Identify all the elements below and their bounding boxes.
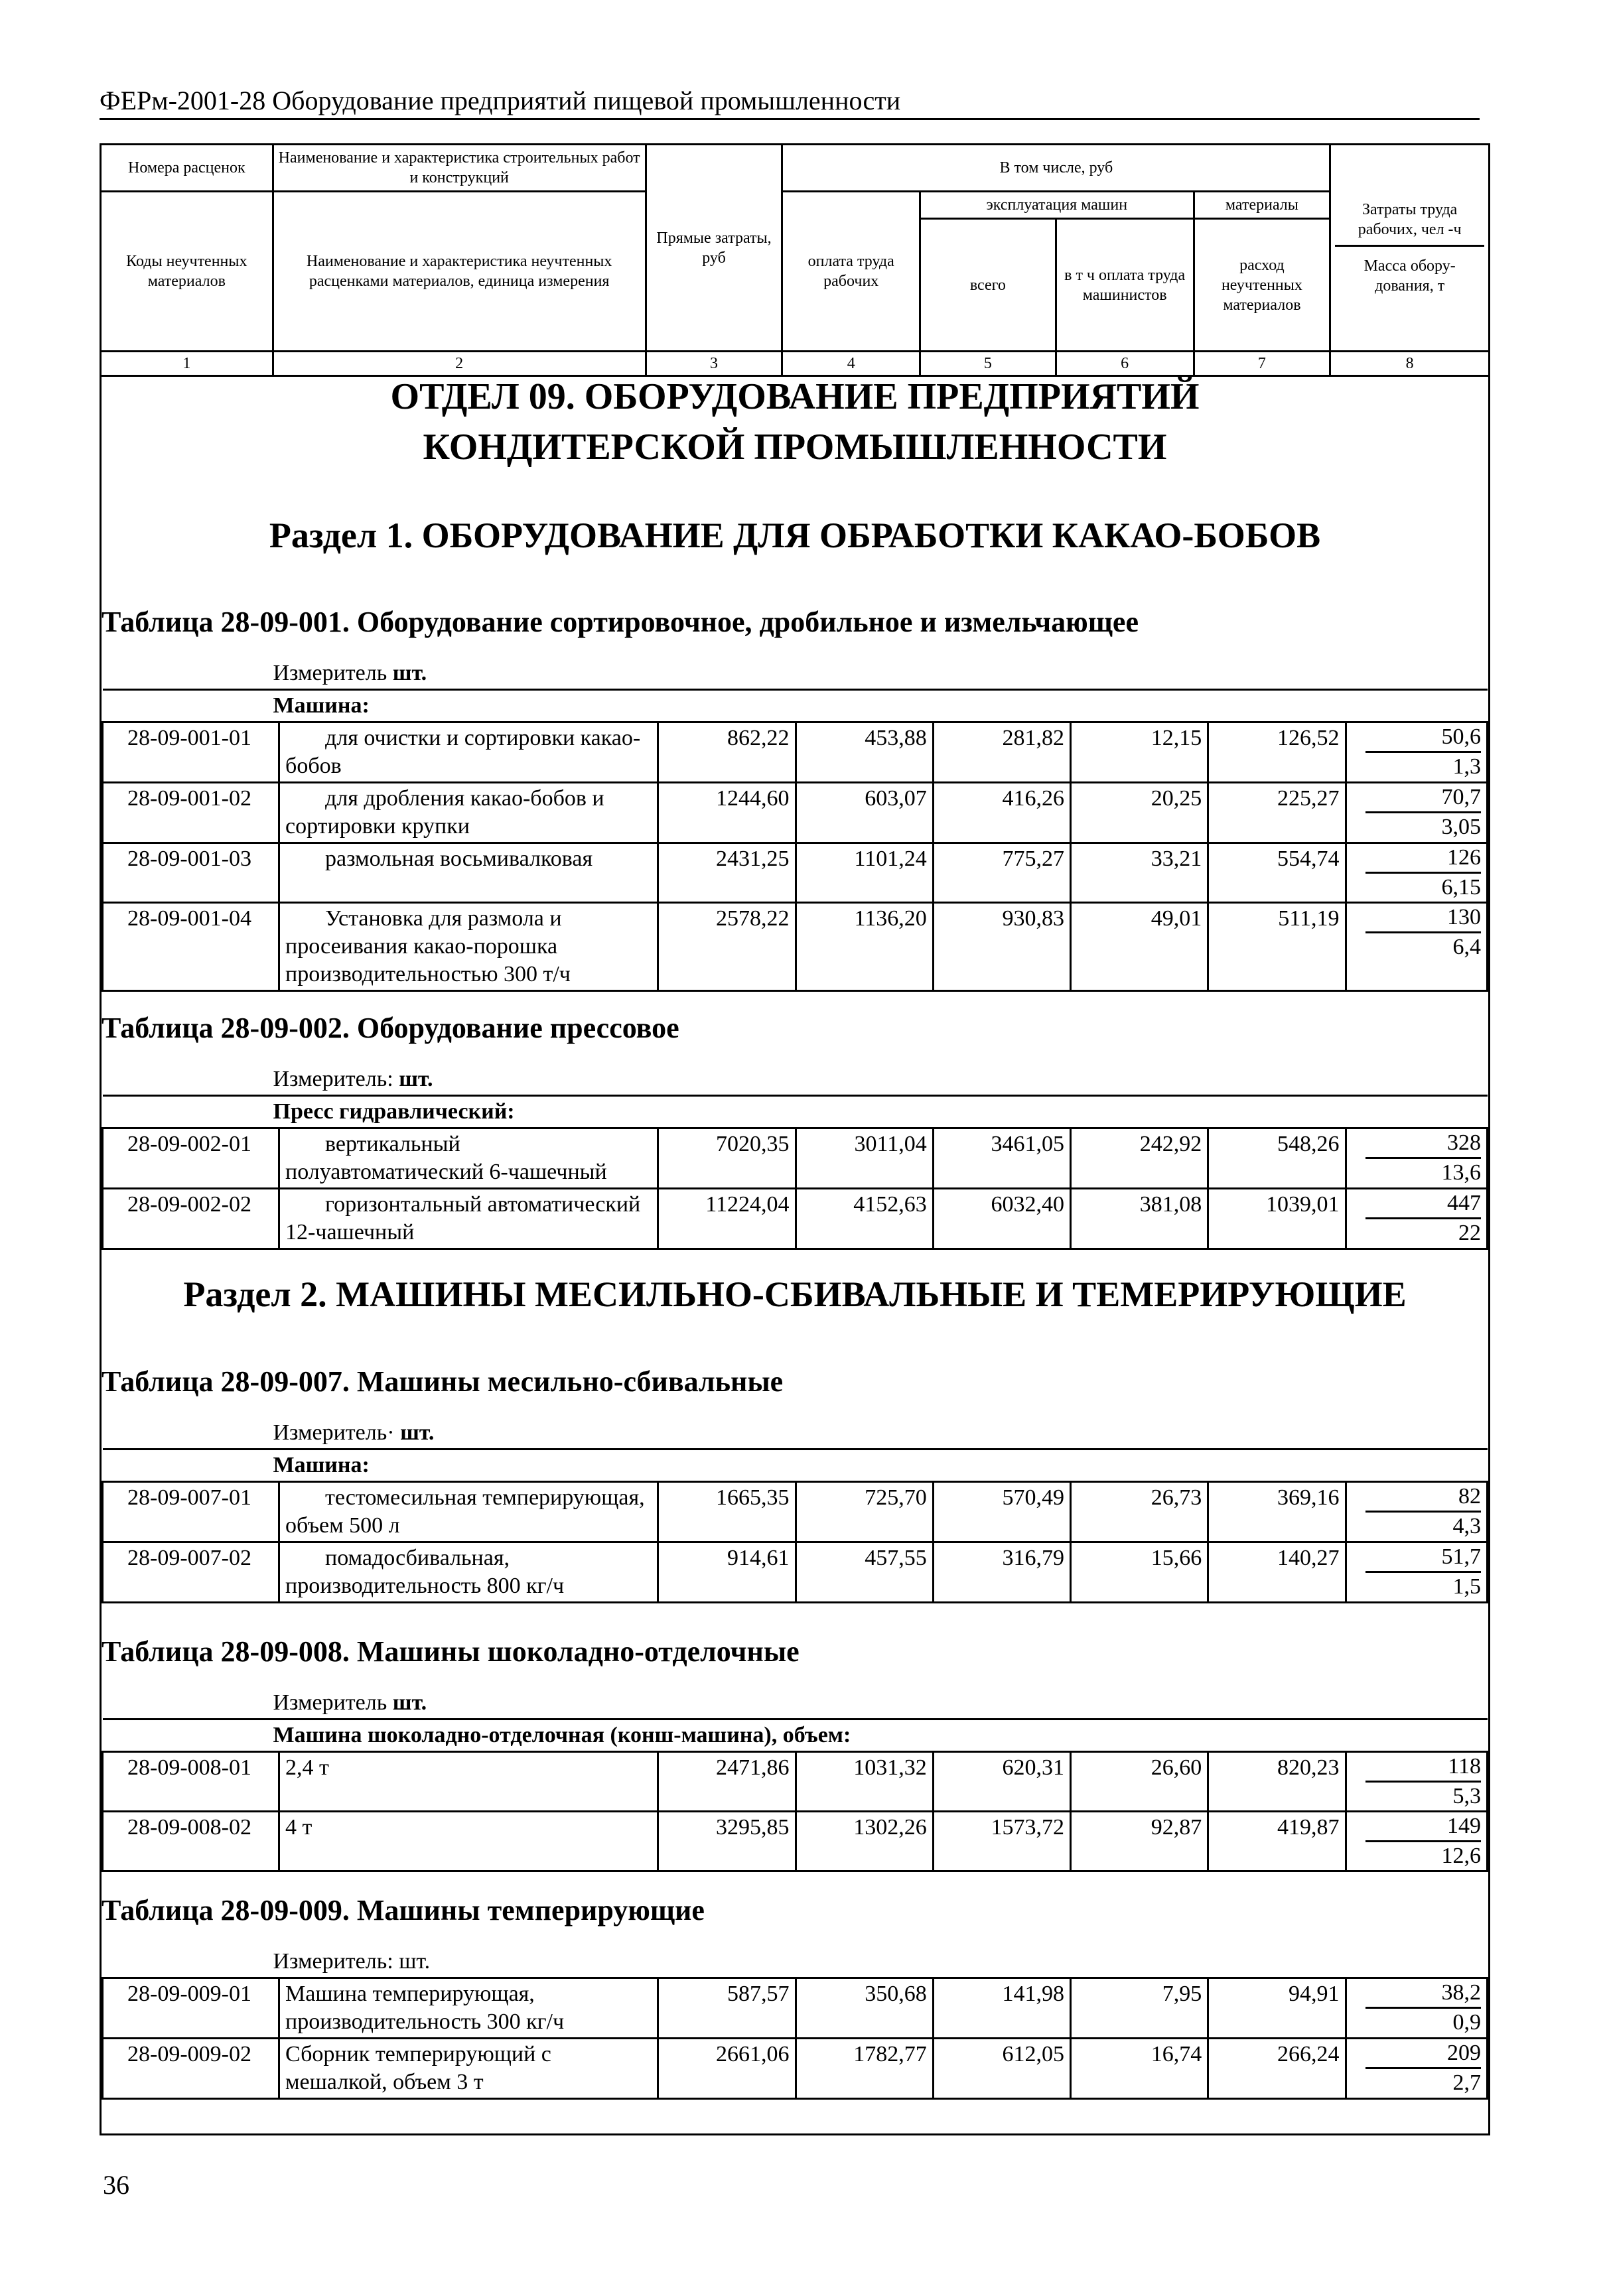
header-col8-top: Затраты труда рабочих, чел -ч bbox=[1358, 201, 1462, 238]
rate-name: 2,4 т bbox=[279, 1752, 658, 1812]
table-row bbox=[103, 722, 1488, 783]
materials-cost: 1039,01 bbox=[1208, 1189, 1346, 1249]
header-group-machines: эксплуатация машин bbox=[920, 192, 1194, 219]
header-col1-top: Номера расценок bbox=[101, 145, 273, 192]
machinist-labor: 7,95 bbox=[1071, 1978, 1208, 2039]
materials-cost: 419,87 bbox=[1208, 1812, 1346, 1871]
labor-cost: 1031,32 bbox=[796, 1752, 933, 1812]
table-row bbox=[103, 1542, 1488, 1603]
labor-hours: 51,7 bbox=[1365, 1543, 1482, 1573]
labor-mass-cell bbox=[1346, 2039, 1488, 2099]
measure-row bbox=[103, 1064, 1488, 1096]
machine-total: 281,82 bbox=[933, 722, 1070, 783]
header-col8-bottom: Масса обору-дования, т bbox=[1335, 245, 1484, 296]
materials-cost: 369,16 bbox=[1208, 1482, 1346, 1542]
table-row bbox=[103, 1752, 1488, 1812]
rate-code: 28-09-009-01 bbox=[103, 1978, 279, 2039]
rate-name bbox=[279, 903, 658, 991]
labor-cost: 457,55 bbox=[796, 1542, 933, 1603]
machinist-labor: 12,15 bbox=[1071, 722, 1208, 783]
direct-cost: 2661,06 bbox=[658, 2039, 796, 2099]
materials-cost: 94,91 bbox=[1208, 1978, 1346, 2039]
rate-name bbox=[279, 1189, 658, 1249]
header-col4: оплата труда рабочих bbox=[782, 192, 920, 352]
machinist-labor: 242,92 bbox=[1071, 1128, 1208, 1189]
labor-mass-cell bbox=[1346, 1812, 1488, 1871]
materials-cost: 554,74 bbox=[1208, 843, 1346, 903]
machine-total: 620,31 bbox=[933, 1752, 1070, 1812]
machinist-labor: 15,66 bbox=[1071, 1542, 1208, 1603]
materials-cost: 511,19 bbox=[1208, 903, 1346, 991]
table-row bbox=[103, 1978, 1488, 2039]
machinist-labor: 33,21 bbox=[1071, 843, 1208, 903]
table-28-09-001 bbox=[102, 604, 1488, 992]
table-28-09-007 bbox=[102, 1363, 1488, 1603]
group-label: Машина шоколадно-отделочная (конш-машина), объем: bbox=[103, 1720, 1488, 1752]
equipment-mass: 6,15 bbox=[1441, 875, 1481, 900]
labor-mass-cell bbox=[1346, 1482, 1488, 1542]
column-header-table bbox=[100, 143, 1490, 377]
machinist-labor: 26,73 bbox=[1071, 1482, 1208, 1542]
rate-name bbox=[279, 1128, 658, 1189]
rate-code: 28-09-007-01 bbox=[103, 1482, 279, 1542]
labor-hours: 118 bbox=[1365, 1753, 1482, 1783]
labor-mass-cell bbox=[1346, 1189, 1488, 1249]
labor-hours: 50,6 bbox=[1365, 723, 1482, 753]
labor-hours: 149 bbox=[1365, 1812, 1482, 1842]
rate-code: 28-09-001-03 bbox=[103, 843, 279, 903]
header-col8 bbox=[1330, 145, 1490, 352]
header-col7: расход неучтенных материалов bbox=[1194, 219, 1330, 352]
measure-label: Измеритель· bbox=[273, 1420, 395, 1445]
equipment-mass: 2,7 bbox=[1452, 2070, 1481, 2095]
machine-total: 612,05 bbox=[933, 2039, 1070, 2099]
group-label: Машина: bbox=[103, 690, 1488, 722]
direct-cost: 1665,35 bbox=[658, 1482, 796, 1542]
section-1-heading bbox=[102, 512, 1488, 559]
rate-name bbox=[279, 843, 658, 903]
measure-unit: шт. bbox=[399, 1949, 431, 1974]
machinist-labor: 26,60 bbox=[1071, 1752, 1208, 1812]
labor-cost: 1101,24 bbox=[796, 843, 933, 903]
equipment-mass: 5,3 bbox=[1452, 1784, 1481, 1808]
header-col6: в т ч оплата труда машинистов bbox=[1056, 219, 1194, 352]
materials-cost: 820,23 bbox=[1208, 1752, 1346, 1812]
header-col3: Прямые затраты, руб bbox=[646, 145, 782, 352]
equipment-mass: 13,6 bbox=[1441, 1160, 1481, 1185]
equipment-mass: 1,3 bbox=[1452, 754, 1481, 779]
labor-hours: 82 bbox=[1365, 1483, 1482, 1513]
running-head: ФЕРм-2001-28 Оборудование предприятий пищевой промышленности bbox=[100, 85, 1480, 120]
labor-hours: 209 bbox=[1365, 2039, 1482, 2069]
col-number: 6 bbox=[1056, 352, 1194, 376]
direct-cost: 11224,04 bbox=[658, 1189, 796, 1249]
rate-name-text: размольная восьмивалковая bbox=[325, 846, 593, 871]
machinist-labor: 20,25 bbox=[1071, 783, 1208, 843]
rate-name-text: помадосбивальная, производительность 800 кг/ч bbox=[285, 1546, 565, 1598]
labor-cost: 1136,20 bbox=[796, 903, 933, 991]
header-group-materials: материалы bbox=[1194, 192, 1330, 219]
direct-cost: 1244,60 bbox=[658, 783, 796, 843]
labor-mass-cell bbox=[1346, 722, 1488, 783]
header-col2-bottom: Наименование и характеристика неучтенных расценками материалов, единица измерения bbox=[273, 192, 646, 352]
labor-hours: 447 bbox=[1365, 1189, 1482, 1219]
rate-name: Сборник темперирующий с мешалкой, объем 3 т bbox=[279, 2039, 658, 2099]
rate-code: 28-09-002-01 bbox=[103, 1128, 279, 1189]
machinist-labor: 92,87 bbox=[1071, 1812, 1208, 1871]
direct-cost: 2578,22 bbox=[658, 903, 796, 991]
table-row bbox=[103, 843, 1488, 903]
equipment-mass: 4,3 bbox=[1452, 1514, 1481, 1538]
otdel-heading-block bbox=[102, 371, 1488, 472]
direct-cost: 3295,85 bbox=[658, 1812, 796, 1871]
machinist-labor: 16,74 bbox=[1071, 2039, 1208, 2099]
labor-mass-cell bbox=[1346, 843, 1488, 903]
labor-mass-cell bbox=[1346, 783, 1488, 843]
equipment-mass: 3,05 bbox=[1441, 815, 1481, 839]
table-title: Таблица 28-09-008. Машины шоколадно-отделочные bbox=[102, 1635, 800, 1668]
machine-total: 775,27 bbox=[933, 843, 1070, 903]
equipment-mass: 6,4 bbox=[1452, 935, 1481, 959]
labor-cost: 1302,26 bbox=[796, 1812, 933, 1871]
machine-total: 6032,40 bbox=[933, 1189, 1070, 1249]
direct-cost: 587,57 bbox=[658, 1978, 796, 2039]
rate-name-text: для дробления какао-бобов и сортировки крупки bbox=[285, 786, 604, 839]
materials-cost: 266,24 bbox=[1208, 2039, 1346, 2099]
rate-name: 4 т bbox=[279, 1812, 658, 1871]
labor-mass-cell bbox=[1346, 903, 1488, 991]
table-row bbox=[103, 903, 1488, 991]
table-row bbox=[103, 2039, 1488, 2099]
page-number: 36 bbox=[103, 2170, 129, 2200]
machine-total: 141,98 bbox=[933, 1978, 1070, 2039]
labor-cost: 725,70 bbox=[796, 1482, 933, 1542]
measure-unit: шт. bbox=[392, 661, 427, 685]
table-title: Таблица 28-09-009. Машины темперирующие bbox=[102, 1894, 705, 1926]
rate-name-text: горизонтальный автоматический 12-чашечный bbox=[285, 1192, 641, 1245]
col-number: 5 bbox=[920, 352, 1056, 376]
rate-code: 28-09-008-02 bbox=[103, 1812, 279, 1871]
measure-row bbox=[103, 1688, 1488, 1720]
machine-total: 416,26 bbox=[933, 783, 1070, 843]
machine-total: 316,79 bbox=[933, 1542, 1070, 1603]
labor-cost: 350,68 bbox=[796, 1978, 933, 2039]
machine-total: 3461,05 bbox=[933, 1128, 1070, 1189]
measure-unit: шт. bbox=[392, 1690, 427, 1715]
measure-row bbox=[103, 1418, 1488, 1450]
labor-cost: 453,88 bbox=[796, 722, 933, 783]
table-title: Таблица 28-09-002. Оборудование прессовое bbox=[102, 1012, 679, 1044]
table-row bbox=[103, 1812, 1488, 1871]
col-number: 8 bbox=[1330, 352, 1490, 376]
rate-name bbox=[279, 783, 658, 843]
labor-mass-cell bbox=[1346, 1978, 1488, 2039]
rate-name-text: вертикальный полуавтоматический 6-чашечный bbox=[285, 1132, 607, 1184]
rate-code: 28-09-008-01 bbox=[103, 1752, 279, 1812]
measure-unit: шт. bbox=[399, 1067, 433, 1091]
header-col1-bottom: Коды неучтенных материалов bbox=[101, 192, 273, 352]
labor-hours: 38,2 bbox=[1365, 1979, 1482, 2009]
rate-name-text: для очистки и сортировки какао-бобов bbox=[285, 726, 641, 778]
header-group-incl: В том числе, руб bbox=[782, 145, 1330, 192]
materials-cost: 126,52 bbox=[1208, 722, 1346, 783]
rate-name bbox=[279, 1542, 658, 1603]
section-title: Раздел 2. МАШИНЫ МЕСИЛЬНО-СБИВАЛЬНЫЕ И ТЕМЕРИРУЮЩИЕ bbox=[183, 1274, 1407, 1314]
labor-mass-cell bbox=[1346, 1128, 1488, 1189]
group-label: Пресс гидравлический: bbox=[103, 1096, 1488, 1128]
table-title: Таблица 28-09-001. Оборудование сортировочное, дробильное и измельчающее bbox=[102, 606, 1139, 638]
measure-row bbox=[103, 658, 1488, 690]
rate-name-text: тестомесильная темперирующая, объем 500 л bbox=[285, 1485, 645, 1538]
direct-cost: 862,22 bbox=[658, 722, 796, 783]
equipment-mass: 12,6 bbox=[1441, 1844, 1481, 1868]
direct-cost: 2471,86 bbox=[658, 1752, 796, 1812]
machine-total: 1573,72 bbox=[933, 1812, 1070, 1871]
equipment-mass: 22 bbox=[1458, 1221, 1481, 1245]
materials-cost: 225,27 bbox=[1208, 783, 1346, 843]
machinist-labor: 381,08 bbox=[1071, 1189, 1208, 1249]
rate-name: Машина темперирующая, производительность 300 кг/ч bbox=[279, 1978, 658, 2039]
labor-mass-cell bbox=[1346, 1752, 1488, 1812]
measure-label: Измеритель: bbox=[273, 1949, 393, 1974]
otdel-title: ОТДЕЛ 09. ОБОРУДОВАНИЕ ПРЕДПРИЯТИЙ КОНДИТЕРСКОЙ ПРОМЫШЛЕННОСТИ bbox=[390, 376, 1200, 468]
table-row bbox=[103, 1482, 1488, 1542]
table-row bbox=[103, 1128, 1488, 1189]
col-number: 1 bbox=[101, 352, 273, 376]
measure-label: Измеритель bbox=[273, 661, 387, 685]
rate-name bbox=[279, 1482, 658, 1542]
labor-cost: 1782,77 bbox=[796, 2039, 933, 2099]
col-number: 2 bbox=[273, 352, 646, 376]
labor-hours: 70,7 bbox=[1365, 783, 1482, 813]
table-28-09-002 bbox=[102, 1010, 1488, 1250]
measure-row bbox=[103, 1946, 1488, 1978]
measure-label: Измеритель bbox=[273, 1690, 387, 1715]
col-number: 7 bbox=[1194, 352, 1330, 376]
labor-cost: 4152,63 bbox=[796, 1189, 933, 1249]
rate-name bbox=[279, 722, 658, 783]
direct-cost: 7020,35 bbox=[658, 1128, 796, 1189]
rate-code: 28-09-001-02 bbox=[103, 783, 279, 843]
measure-unit: шт. bbox=[400, 1420, 435, 1445]
section-title: Раздел 1. ОБОРУДОВАНИЕ ДЛЯ ОБРАБОТКИ КАКАО-БОБОВ bbox=[269, 515, 1321, 555]
table-28-09-008 bbox=[102, 1633, 1488, 1872]
measure-label: Измеритель: bbox=[273, 1067, 393, 1091]
materials-cost: 548,26 bbox=[1208, 1128, 1346, 1189]
rate-code: 28-09-001-04 bbox=[103, 903, 279, 991]
materials-cost: 140,27 bbox=[1208, 1542, 1346, 1603]
labor-hours: 328 bbox=[1365, 1129, 1482, 1159]
col-number: 3 bbox=[646, 352, 782, 376]
machine-total: 570,49 bbox=[933, 1482, 1070, 1542]
rate-code: 28-09-007-02 bbox=[103, 1542, 279, 1603]
table-row bbox=[103, 1189, 1488, 1249]
section-2-heading bbox=[102, 1271, 1488, 1317]
labor-cost: 3011,04 bbox=[796, 1128, 933, 1189]
col-number: 4 bbox=[782, 352, 920, 376]
rate-name-text: Установка для размола и просеивания какао-порошка производительностью 300 т/ч bbox=[285, 906, 571, 986]
table-28-09-009 bbox=[102, 1892, 1488, 2100]
rate-code: 28-09-009-02 bbox=[103, 2039, 279, 2099]
table-row bbox=[103, 783, 1488, 843]
rate-code: 28-09-002-02 bbox=[103, 1189, 279, 1249]
labor-hours: 126 bbox=[1365, 844, 1482, 874]
machine-total: 930,83 bbox=[933, 903, 1070, 991]
header-col5: всего bbox=[920, 219, 1056, 352]
equipment-mass: 1,5 bbox=[1452, 1574, 1481, 1599]
machinist-labor: 49,01 bbox=[1071, 903, 1208, 991]
direct-cost: 914,61 bbox=[658, 1542, 796, 1603]
group-label: Машина: bbox=[103, 1450, 1488, 1482]
labor-cost: 603,07 bbox=[796, 783, 933, 843]
rate-code: 28-09-001-01 bbox=[103, 722, 279, 783]
labor-hours: 130 bbox=[1365, 904, 1482, 933]
header-col2-top: Наименование и характеристика строительных работ и конструкций bbox=[273, 145, 646, 192]
labor-mass-cell bbox=[1346, 1542, 1488, 1603]
equipment-mass: 0,9 bbox=[1452, 2010, 1481, 2035]
table-title: Таблица 28-09-007. Машины месильно-сбивальные bbox=[102, 1365, 784, 1398]
direct-cost: 2431,25 bbox=[658, 843, 796, 903]
